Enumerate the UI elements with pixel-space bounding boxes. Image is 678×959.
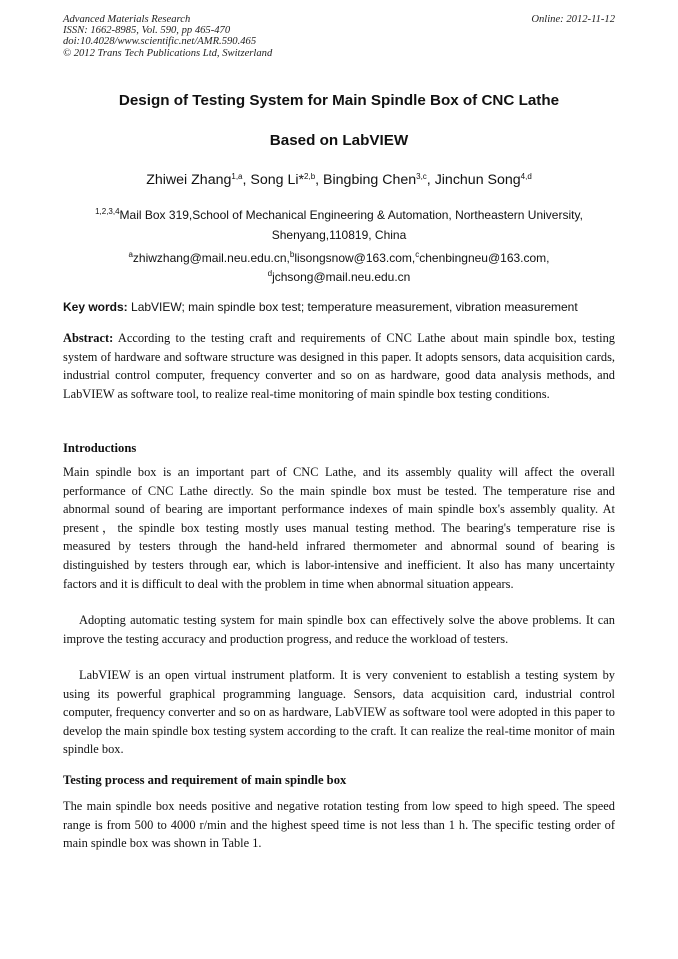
email-mark: b — [289, 250, 295, 259]
author-affiliation-mark: 1,a — [231, 172, 243, 181]
doi-line[interactable]: doi:10.4028/www.scientific.net/AMR.590.465 — [63, 36, 257, 48]
author-name: Song Li* — [250, 172, 305, 188]
intro-paragraph-3: LabVIEW is an open virtual instrument platform. It is very convenient to establish a testing system by using its powerful graphical programming language. Sensors, data acquisition card, industrial control computer, frequency converter and so on as hardware, LabVIEW as software tool were adopted in this paper to develop the main spindle box testing system according to the craft. It can realize the real-time monitor of main spindle box. — [63, 668, 615, 757]
affiliation-line-2: Shenyang,110819, China — [271, 228, 407, 242]
keywords — [63, 300, 615, 314]
email-mark: d — [267, 269, 273, 278]
keywords-label: Key words: — [63, 300, 128, 314]
author-name: Zhiwei Zhang — [146, 172, 232, 188]
affiliation-text: Mail Box 319,School of Mechanical Engineering & Automation, Northeastern University, — [119, 208, 583, 222]
email-mark: c — [415, 250, 420, 259]
email-address[interactable]: zhiwzhang@mail.neu.edu.cn, — [132, 251, 290, 265]
section-heading-introductions: Introductions — [63, 441, 137, 455]
abstract-label: Abstract: — [63, 331, 114, 345]
online-date: Online: 2012-11-12 — [531, 14, 615, 25]
testing-paragraph-1: The main spindle box needs positive and negative rotation testing from low speed to high speed. The speed range is from 500 to 4000 r/min and the highest speed time is not less than 1 h. The specific testing order of main spindle box was shown in Table 1. — [63, 799, 615, 851]
keywords-text: LabVIEW; main spindle box test; temperature measurement, vibration measurement — [127, 300, 578, 314]
author-affiliation-mark: 2,b — [304, 172, 316, 181]
copyright-line: © 2012 Trans Tech Publications Ltd, Switzerland — [63, 47, 273, 59]
email-line-1 — [0, 251, 678, 265]
author-affiliation-mark: 4,d — [520, 172, 532, 181]
email-address[interactable]: lisongsnow@163.com, — [294, 251, 416, 265]
author-name: Bingbing Chen — [323, 172, 417, 188]
issn-line: ISSN: 1662-8985, Vol. 590, pp 465-470 — [63, 25, 231, 37]
affiliation-mark: 1,2,3,4 — [95, 207, 120, 216]
email-address[interactable]: jchsong@mail.neu.edu.cn — [272, 270, 411, 284]
intro-paragraph-1: Main spindle box is an important part of CNC Lathe, and its assembly quality will affect the overall performance of CNC Lathe directly. So the main spindle box must be tested. The temperature rise and abnormal sound of bearing are important performance indexes of main spindle box's assembly quality. At present，the spindle box testing mostly uses manual testing method. The bearing's temperature rise is measured by testers through the hand-held infrared thermometer and abnormal sound of bearing is distinguished by testers through ear, which is labor-intensive and inefficient. It also has many uncertainty factors and it is difficult to deal with the problem in time when abnormal situation appears. — [63, 465, 615, 591]
journal-name: Advanced Materials Research — [63, 14, 191, 25]
email-line-2 — [0, 270, 678, 284]
section-heading-testing-process: Testing process and requirement of main spindle box — [63, 773, 347, 787]
journal-header — [63, 14, 615, 59]
affiliation-line-1 — [0, 208, 678, 222]
paper-title-line-1: Design of Testing System for Main Spindle Box of CNC Lathe — [118, 92, 560, 109]
email-address[interactable]: chenbingneu@163.com, — [419, 251, 550, 265]
paper-title-line-2: Based on LabVIEW — [269, 132, 409, 149]
author-name: Jinchun Song — [434, 172, 521, 188]
email-mark: a — [128, 250, 133, 259]
author-list: Zhiwei Zhang$^{1,a}$, Song Li*$^{2,b}$, Bingbing Chen$^{3,c}$, Jinchun Song$^{4,d}$ — [146, 172, 532, 188]
intro-paragraph-2: Adopting automatic testing system for main spindle box can effectively solve the above problems. It can improve the testing accuracy and production progress, and reduce the workload of testers. — [63, 613, 615, 646]
abstract — [63, 329, 615, 403]
abstract-text: According to the testing craft and requirements of CNC Lathe about main spindle box, testing system of hardware and software structure was designed in this paper. It adopts sensors, data acquisition cards, industrial control computer, frequency converter and so on as hardware, good data analysis methods, and LabVIEW as software tool, to realize real-time monitoring of main spindle box testing conditions. — [63, 331, 615, 401]
author-affiliation-mark: 3,c — [416, 172, 427, 181]
